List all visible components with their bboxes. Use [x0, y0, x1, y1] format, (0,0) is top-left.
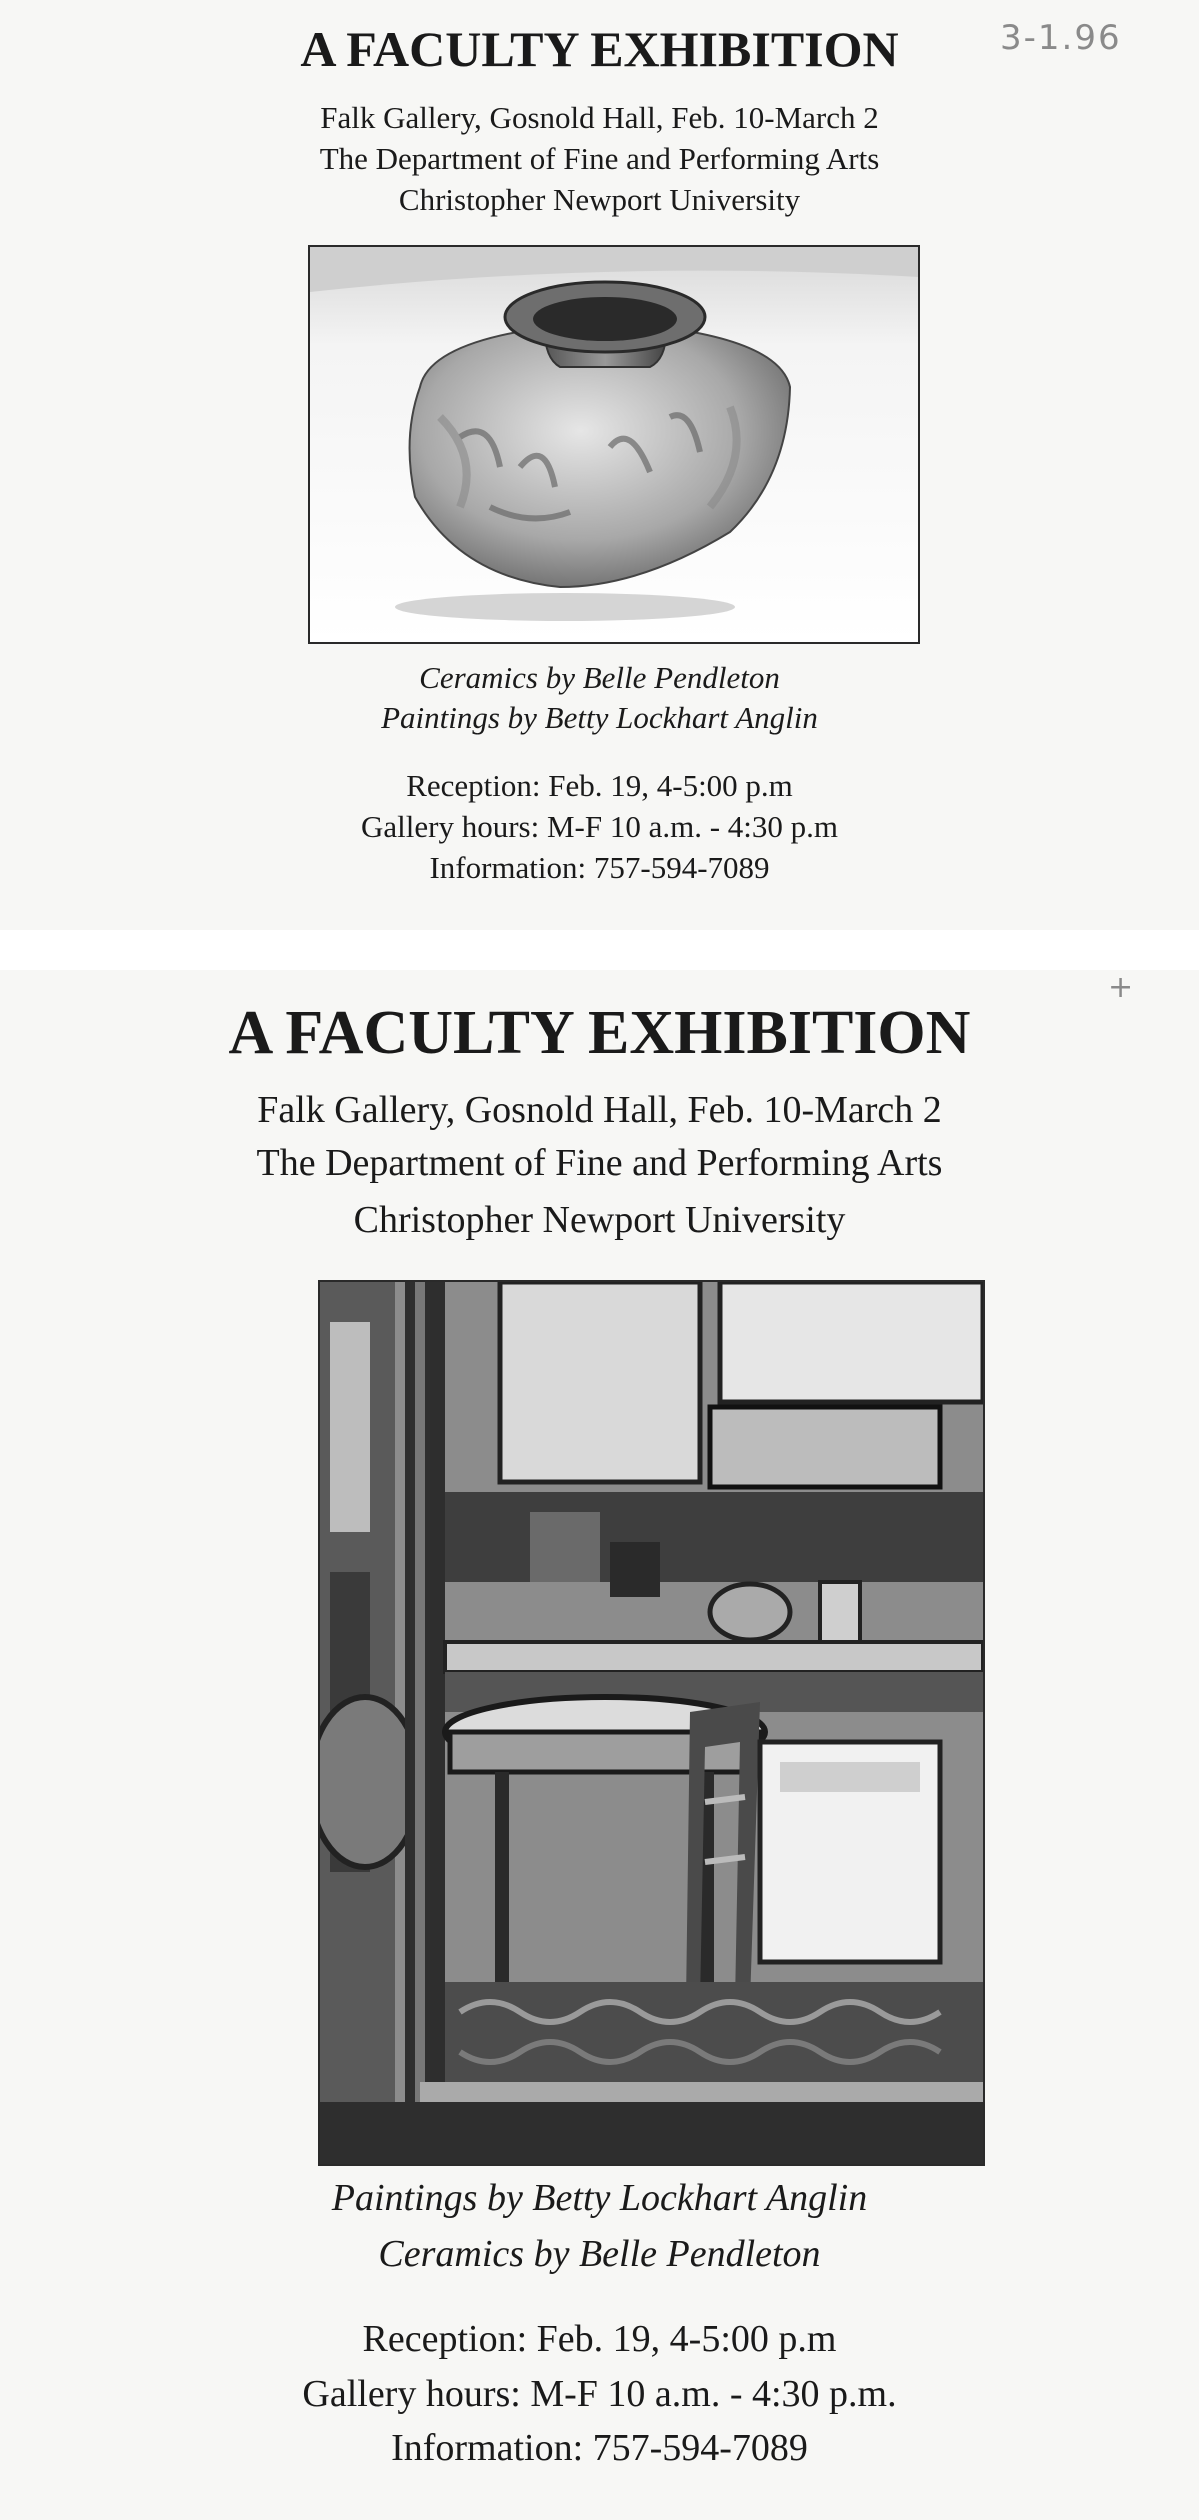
information-line: Information: 757-594-7089 [391, 2427, 808, 2469]
gallery-hours-line: Gallery hours: M-F 10 a.m. - 4:30 p.m. [302, 2373, 897, 2415]
venue-line: Falk Gallery, Gosnold Hall, Feb. 10-March 2 [257, 1089, 942, 1131]
exhibition-card-bottom [0, 970, 1199, 2520]
exhibition-card-top [0, 0, 1199, 930]
card-separator [0, 930, 1199, 970]
ceramic-vessel-photo [308, 245, 920, 644]
university-line: Christopher Newport University [398, 182, 801, 217]
handwritten-note: 3-1.96 [1000, 18, 1122, 58]
reception-line: Reception: Feb. 19, 4-5:00 p.m [406, 768, 793, 803]
department-line: The Department of Fine and Performing Arts [256, 1142, 943, 1184]
university-line: Christopher Newport University [353, 1199, 846, 1241]
credit-line-2: Ceramics by Belle Pendleton [378, 2233, 821, 2275]
credit-line-1: Paintings by Betty Lockhart Anglin [331, 2177, 868, 2219]
reception-line: Reception: Feb. 19, 4-5:00 p.m [362, 2318, 837, 2360]
credit-line-1: Ceramics by Belle Pendleton [419, 660, 780, 695]
card-title: A FACULTY EXHIBITION [228, 999, 971, 1067]
information-line: Information: 757-594-7089 [429, 850, 770, 885]
credit-line-2: Paintings by Betty Lockhart Anglin [381, 700, 818, 735]
card-title: A FACULTY EXHIBITION [300, 21, 899, 77]
venue-line: Falk Gallery, Gosnold Hall, Feb. 10-March 2 [320, 100, 879, 135]
handwritten-note: + [1108, 970, 1136, 1005]
gallery-hours-line: Gallery hours: M-F 10 a.m. - 4:30 p.m [360, 809, 838, 844]
department-line: The Department of Fine and Performing Arts [319, 141, 880, 176]
kitchen-interior-painting [318, 1280, 985, 2166]
